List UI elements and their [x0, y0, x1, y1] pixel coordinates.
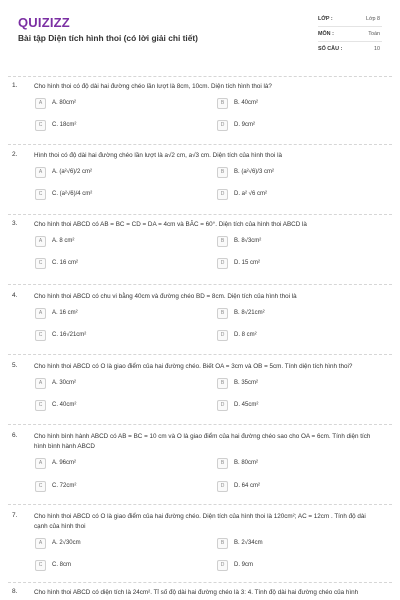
- option-text: C. 8cm: [52, 562, 72, 568]
- option-letter: D: [217, 330, 228, 341]
- option-text: C. 40cm²: [52, 402, 77, 408]
- question-number: 7.: [12, 512, 18, 519]
- question-divider: [8, 284, 392, 285]
- option-letter: B: [217, 538, 228, 549]
- question-item: [0, 216, 400, 280]
- question-item: [0, 78, 400, 142]
- option-letter: D: [217, 120, 228, 131]
- option-letter: A: [35, 236, 46, 247]
- question-text: Hình thoi có độ dài hai đường chéo lần lượt là a√2 cm, a√3 cm. Diện tích của hình thoi là: [34, 152, 282, 159]
- question-text: Cho hình bình hành ABCD có AB = BC = 10 cm và O là giao điểm của hai đường chéo sao cho OA = 6cm. Tính diện tích hình bình hành ABCD: [34, 433, 371, 450]
- option-letter: D: [217, 189, 228, 200]
- question-divider: [8, 504, 392, 505]
- meta-value: Lớp 8: [365, 16, 380, 22]
- option-text: B. (a²√6)/3 cm²: [234, 169, 274, 175]
- option-text: C. (a²√6)/4 cm²: [52, 191, 93, 197]
- question-divider: [8, 214, 392, 215]
- option-letter: D: [217, 560, 228, 571]
- option-text: B. 2√34cm: [234, 540, 263, 546]
- question-item: [0, 147, 400, 211]
- option-letter: C: [35, 330, 46, 341]
- option-text: A. 96cm²: [52, 460, 77, 466]
- question-number: 6.: [12, 432, 18, 439]
- option-text: A. 2√30cm: [52, 540, 81, 546]
- meta-value: 10: [374, 46, 380, 52]
- option-text: C. 16 cm²: [52, 260, 79, 266]
- quizizz-logo: QUIZIZZ: [18, 15, 70, 30]
- option-text: D. 15 cm²: [234, 260, 261, 266]
- option-letter: C: [35, 189, 46, 200]
- option-letter: C: [35, 120, 46, 131]
- question-text: Cho hình thoi ABCD có chu vi bằng 40cm và đường chéo BD = 8cm. Diện tích của hình thoi là: [34, 293, 297, 300]
- question-divider: [8, 354, 392, 355]
- question-text: Cho hình thoi ABCD có AB = BC = CD = DA = 4cm và BĀC = 60°. Diện tích của hình thoi ABCD là: [34, 221, 307, 228]
- question-item: [0, 508, 400, 580]
- option-letter: A: [35, 378, 46, 389]
- option-text: A. 30cm²: [52, 380, 77, 386]
- question-number: 3.: [12, 220, 18, 227]
- option-letter: C: [35, 560, 46, 571]
- question-item: [0, 358, 400, 422]
- question-number: 8.: [12, 588, 18, 595]
- question-number: 4.: [12, 292, 18, 299]
- option-letter: B: [217, 458, 228, 469]
- option-letter: A: [35, 167, 46, 178]
- option-text: D. 9cm²: [234, 122, 255, 128]
- option-letter: A: [35, 308, 46, 319]
- option-text: D. 9cm: [234, 562, 254, 568]
- option-text: A. 8 cm²: [52, 238, 75, 244]
- meta-label: SỐ CÂU :: [318, 46, 343, 52]
- option-letter: A: [35, 458, 46, 469]
- worksheet-title: Bài tập Diện tích hình thoi (có lời giải chi tiết): [18, 33, 198, 43]
- question-number: 2.: [12, 151, 18, 158]
- option-text: D. 45cm²: [234, 402, 259, 408]
- option-letter: B: [217, 236, 228, 247]
- option-text: A. 80cm²: [52, 100, 77, 106]
- question-text: Cho hình thoi ABCD có O là giao điểm của hai đường chéo. Biết OA = 3cm và OB = 5cm. Tính diện tích hình thoi?: [34, 363, 353, 370]
- option-letter: A: [35, 98, 46, 109]
- option-letter: D: [217, 481, 228, 492]
- option-text: A. (a²√6)/2 cm²: [52, 169, 92, 175]
- option-text: A. 16 cm²: [52, 310, 78, 316]
- meta-row-class: [318, 13, 382, 27]
- question-number: 1.: [12, 82, 18, 89]
- option-letter: B: [217, 378, 228, 389]
- option-text: D. 8 cm²: [234, 332, 257, 338]
- option-text: B. 8√3cm²: [234, 238, 262, 244]
- option-letter: B: [217, 98, 228, 109]
- option-letter: C: [35, 481, 46, 492]
- option-letter: C: [35, 258, 46, 269]
- question-text: Cho hình thoi có độ dài hai đường chéo lần lượt là 8cm, 10cm. Diện tích hình thoi là?: [34, 83, 272, 90]
- meta-label: LỚP :: [318, 16, 333, 22]
- question-item: [0, 584, 400, 600]
- question-text: Cho hình thoi ABCD có O là giao điểm của hai đường chéo. Diện tích của hình thoi là 120cm²; AC = 12cm . Tính độ dài cạnh của hình thoi: [34, 513, 366, 530]
- option-text: D. 64 cm²: [234, 483, 261, 489]
- option-text: B. 80cm²: [234, 460, 259, 466]
- question-divider: [8, 582, 392, 583]
- option-letter: B: [217, 308, 228, 319]
- meta-label: MÔN :: [318, 31, 334, 37]
- option-letter: A: [35, 538, 46, 549]
- option-text: C. 18cm²: [52, 122, 77, 128]
- option-letter: D: [217, 258, 228, 269]
- question-text: Cho hình thoi ABCD có diện tích là 24cm². Tỉ số độ dài hai đường chéo là 3: 4. Tính độ dài hai đường chéo của hình: [34, 589, 359, 596]
- question-item: [0, 288, 400, 352]
- option-text: B. 40cm²: [234, 100, 259, 106]
- option-text: B. 8√21cm²: [234, 310, 265, 316]
- question-item: [0, 428, 400, 500]
- option-text: D. a² √6 cm²: [234, 191, 267, 197]
- meta-row-count: [318, 43, 382, 56]
- meta-value: Toán: [368, 31, 380, 37]
- option-text: C. 72cm²: [52, 483, 77, 489]
- question-divider: [8, 144, 392, 145]
- worksheet-meta: [318, 13, 382, 56]
- option-text: B. 35cm²: [234, 380, 259, 386]
- option-letter: C: [35, 400, 46, 411]
- option-letter: B: [217, 167, 228, 178]
- question-divider: [8, 424, 392, 425]
- option-letter: D: [217, 400, 228, 411]
- question-number: 5.: [12, 362, 18, 369]
- meta-row-subject: [318, 28, 382, 42]
- question-divider: [8, 76, 392, 77]
- option-text: C. 16√21cm²: [52, 332, 87, 338]
